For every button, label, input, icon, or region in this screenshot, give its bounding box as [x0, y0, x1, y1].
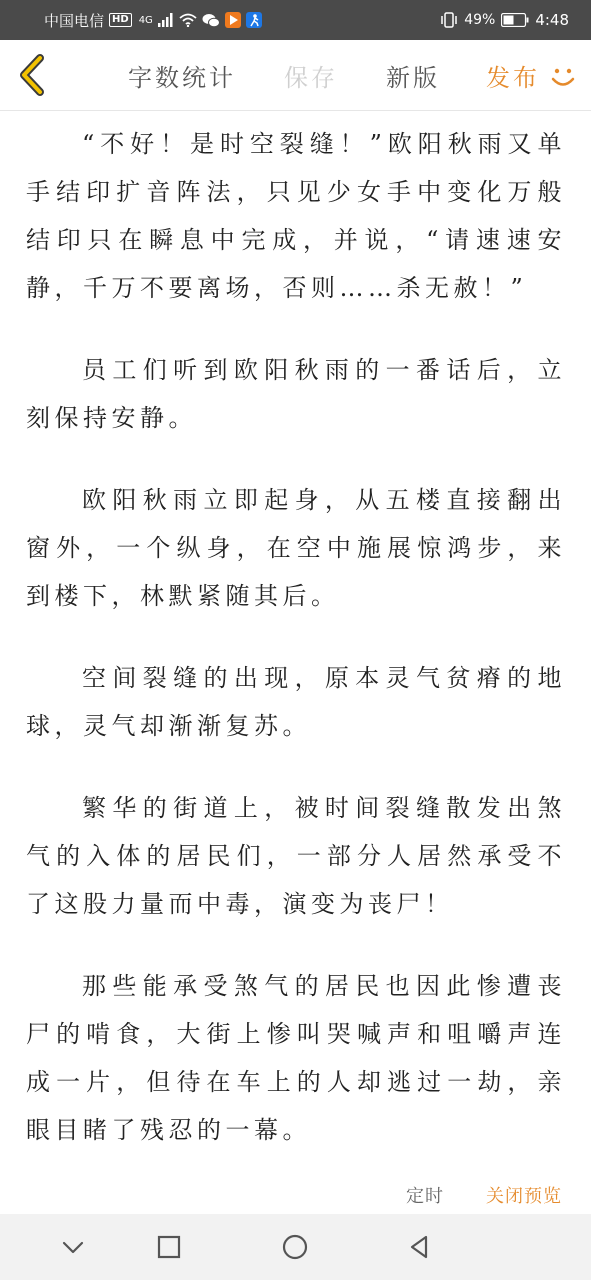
system-nav-bar — [0, 1214, 591, 1280]
circle-icon[interactable] — [280, 1232, 310, 1262]
triangle-back-icon[interactable] — [404, 1232, 434, 1262]
video-app-icon — [225, 12, 241, 28]
status-right — [440, 11, 591, 29]
save-button[interactable]: 保存 — [284, 64, 338, 92]
paragraph: 员工们听到欧阳秋雨的一番话后，立刻保持安静。 — [26, 356, 566, 432]
word-count-button[interactable]: 字数统计 — [128, 64, 236, 92]
close-preview-button[interactable]: 关闭预览 — [486, 1186, 562, 1207]
vibrate-icon — [440, 12, 458, 28]
chevron-down-icon[interactable] — [58, 1232, 88, 1262]
hd-badge: HD — [109, 13, 132, 27]
wifi-icon — [179, 13, 197, 27]
battery-percent: 49% — [464, 12, 496, 28]
square-icon[interactable] — [154, 1232, 184, 1262]
status-left — [0, 10, 440, 31]
battery-icon — [501, 13, 529, 27]
wechat-icon — [202, 13, 220, 28]
editor-toolbar — [0, 40, 591, 111]
network-type: 4G — [138, 14, 153, 26]
publish-button[interactable]: 发布 — [486, 64, 540, 92]
paragraph: 繁华的街道上，被时间裂缝散发出煞气的入体的居民们，一部分人居然承受不了这股力量而中毒，演变为丧尸！ — [26, 794, 566, 918]
paragraph: 欧阳秋雨立即起身，从五楼直接翻出窗外，一个纵身，在空中施展惊鸿步，来到楼下，林默紧随其后。 — [26, 486, 566, 610]
paragraph: 空间裂缝的出现，原本灵气贫瘠的地球，灵气却渐渐复苏。 — [26, 664, 566, 740]
smile-icon[interactable] — [548, 62, 578, 92]
chevron-left-icon — [12, 52, 56, 98]
clock: 4:48 — [535, 11, 569, 29]
timer-button[interactable]: 定时 — [406, 1186, 444, 1207]
paragraph: “不好！是时空裂缝！”欧阳秋雨又单手结印扩音阵法，只见少女手中变化万般结印只在瞬息中完成，并说，“请速速安静，千万不要离场，否则……杀无赦！” — [26, 130, 566, 302]
signal-icon — [158, 13, 174, 27]
runner-app-icon — [246, 12, 262, 28]
status-bar — [0, 0, 591, 40]
article-preview — [26, 120, 566, 1188]
paragraph: 那些能承受煞气的居民也因此惨遭丧尸的啃食，大街上惨叫哭喊声和咀嚼声连成一片，但待在车上的人却逃过一劫，亲眼目睹了残忍的一幕。 — [26, 972, 566, 1144]
new-version-button[interactable]: 新版 — [386, 64, 440, 92]
back-button[interactable] — [12, 52, 56, 98]
carrier-label: 中国电信 — [44, 11, 105, 30]
